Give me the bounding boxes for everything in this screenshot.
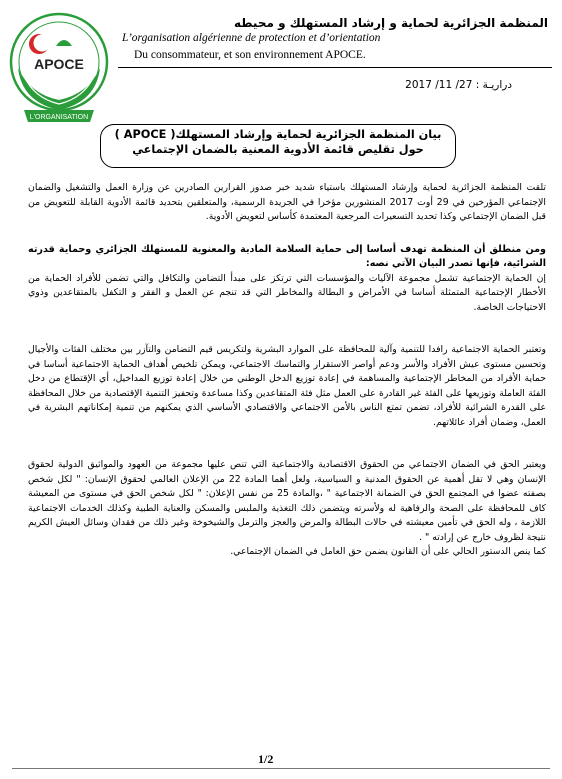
logo-text: APOCE — [34, 56, 84, 72]
statement-title-box — [100, 124, 456, 168]
org-name-arabic: المنظمة الجزائرية لحماية و إرشاد المستهلك و محيطه — [233, 16, 548, 30]
header-divider — [118, 67, 552, 68]
paragraph-social-protection: إن الحماية الإجتماعية تشمل مجموعة الآليات والمؤسسات التي ترتكز على مبدأ التضامن والتكافل والتي تضمن للأفراد الحماية من الأخطار الإجتماعية المتمثلة أساسا في الأمراض و البطالة والمخاطر التي قد تنجم عن العمل و الفقر و التكفل بالمتقاعدين وذوي الاحتياجات الخاصة. — [28, 272, 546, 313]
bold-statement: ومن منطلق أن المنظمة تهدف أساسا إلى حماية السلامة المادية والمعنوية للمستهلك الجزائري وحماية قدرته الشرائية، فإنها تصدر البيان الآتي نصه: — [28, 243, 546, 269]
paragraph-right-to-security: ويعتبر الحق في الضمان الاجتماعي من الحقوق الاقتصادية والاجتماعية التي تنص عليها مجموعة من العهود والمواثيق الدولية لحقوق الإنسان وهي لا تقل أهمية عن الحقوق المدنية و السياسية، ولعل أهما المادة 22 من الإعلان العالمي لحقوق الإنسان: " لكل شخص بصفته عضوا في المجتمع الحق في الضمانة الاجتماعية " ،والمادة 25 من نفس الإعلان: " لكل شخص الحق في مستوى من المعيشة كاف للمحافظة على الصحة والرفاهية له ولأسرته ويتضمن ذلك التغذية والملبس والمسكن والعناية الطبية وكذلك الخدمات الاجتماعية اللازمة ، وله الحق في تأمين معيشته في حالات البطالة والمرض والعجز والترمل والشيخوخة وغير ذلك من فقدان وسائل العيش الكريم نتيجة لظروف خارج عن إرادته " . — [28, 459, 546, 543]
org-subtitle-french: Du consommateur, et son environnement APOCE. — [134, 49, 366, 61]
title-line-2: حول تقليص قائمة الأدوية المعنية بالضمان الإجتماعي — [132, 143, 424, 156]
footer-divider — [12, 768, 550, 769]
apoce-logo — [4, 6, 114, 134]
title-line-1: بيان المنظمة الجزائرية لحماية وإرشاد المستهلك( APOCE ) — [114, 128, 442, 141]
statement-body — [28, 181, 546, 560]
paragraph-development: وتعتبر الحماية الاجتماعية رافدا للتنمية وآلية للمحافظة على الموارد البشرية ولتكريس قيم التضامن والتآزر بين مختلف الفئات والأجيال وتحسين مستوى عيش الأفراد والأسر ودعم أواصر الاستقرار والتماسك الاجتماعي، ويمكن تلخيص أهداف الحماية الاجتماعية أساسا في حماية الأفراد من المخاطر الإجتماعية والمساهمة في إعادة توزيع الدخل الوطني من خلال إعادة توزيع المداخيل، أي الإقتطاع من دخل الفئة العاملة وتوزيعها على الفئة غير القادرة على العمل مثل فئة المتقاعدين وكذا مساعدة وتحفيز التنمية الإقتصادية من خلال المحافظة على القدرة الشرائية للأفراد، تضمن تمتع الناس بالأمن الاجتماعي والاقتصادي الأساسي الذي يمكنهم من تنمية إمكاناتهم البشرية في العمل، وضمان أفراد عائلاتهم. — [28, 344, 546, 428]
org-name-french: L’organisation algérienne de protection et d’orientation — [122, 32, 381, 44]
intro-paragraph: تلقت المنظمة الجزائرية لحماية وإرشاد المستهلك باستياء شديد خبر صدور القرارين الصادرين عن وزارة العمل والتشغيل والضمان الإجتماعي المؤرخين في 29 أوت 2017 المنشورين مؤخرا في الجريدة الرسمية، والمتعلقين بتحديد قائمة الأدوية القابلة للتعويض من قبل الضمان الإجتماعي وكذا تحديد التسعيرات المرجعية المعتمدة كأساس لتعويض الأدوية. — [28, 182, 546, 222]
document-date: دراريـة : 27/ 11/ 2017 — [405, 79, 512, 91]
paragraph-constitution: كما ينص الدستور الحالي على أن القانون يضمن حق العامل في الضمان الإجتماعي. — [230, 546, 546, 557]
page-number: 1/2 — [258, 752, 274, 766]
logo-caption: L'ORGANISATION — [29, 114, 89, 121]
